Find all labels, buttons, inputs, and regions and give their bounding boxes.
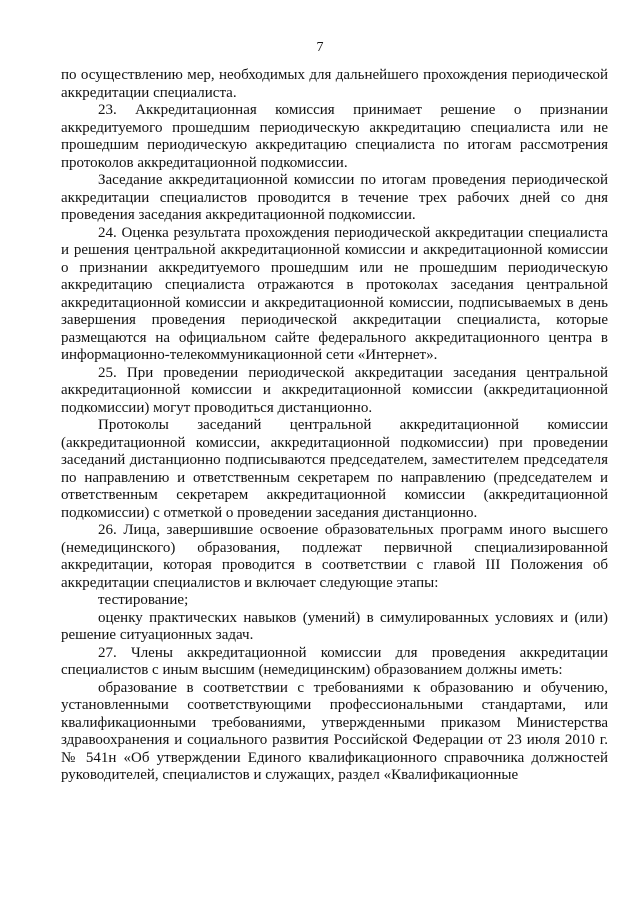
document-body [61, 67, 608, 785]
paragraph-item-27: 27. Члены аккредитационной комиссии для проведения аккредитации специалистов с иным высшим (немедицинским) образованием должны иметь: [61, 644, 608, 678]
paragraph-protocols: Протоколы заседаний центральной аккредитационной комиссии (аккредитационной комиссии, аккредитационной подкомиссии) при проведении заседаний дистанционно подписываются председателем, заместителем председателя по направлению и ответственным секретарем по направлению (председателем и ответственным секретарем аккредитационной комиссии (аккредитационной подкомиссии) с отметкой о проведении заседания дистанционно. [61, 417, 608, 521]
paragraph-item-25: 25. При проведении периодической аккредитации заседания центральной аккредитационной комиссии и аккредитационной комиссии (аккредитационной подкомиссии) могут проводиться дистанционно. [61, 364, 608, 416]
paragraph-continuation: по осуществлению мер, необходимых для дальнейшего прохождения периодической аккредитации специалиста. [61, 67, 608, 101]
paragraph-education-requirements: образование в соответствии с требованиями к образованию и обучению, установленными соответствующими профессиональными стандартами, или квалификационными требованиями, утвержденными приказом Министерства здравоохранения и социального развития Российской Федерации от 23 июля 2010 г. № 541н «Об утверждении Единого квалификационного справочника должностей руководителей, специалистов и служащих, раздел «Квалификационные [61, 679, 608, 783]
paragraph-item-26: 26. Лица, завершившие освоение образовательных программ иного высшего (немедицинского) образования, подлежат первичной специализированной аккредитации, которая проводится в соответствии с главой III Положения об аккредитации специалистов и включает следующие этапы: [61, 522, 608, 591]
page-number: 7 [316, 40, 324, 55]
list-item-testing: тестирование; [98, 592, 189, 608]
paragraph-commission-meeting: Заседание аккредитационной комиссии по итогам проведения периодической аккредитации специалистов проводится в течение трех рабочих дней со дня проведения заседания аккредитационной подкомиссии. [61, 172, 608, 223]
list-item-practical-skills: оценку практических навыков (умений) в симулированных условиях и (или) решение ситуационных задач. [61, 609, 608, 643]
paragraph-item-23: 23. Аккредитационная комиссия принимает решение о признании аккредитуемого прошедшим периодическую аккредитацию специалиста или не прошедшим периодическую аккредитацию специалиста по итогам рассмотрения протоколов аккредитационной подкомиссии. [61, 102, 608, 171]
paragraph-item-24: 24. Оценка результата прохождения периодической аккредитации специалиста и решения центральной аккредитационной комиссии и аккредитационной комиссии о признании аккредитуемого прошедшим или не прошедшим периодическую аккредитацию специалиста отражаются в протоколах заседания центральной аккредитационной комиссии и аккредитационной комиссии, подписываемых в день завершения проведения периодической аккредитации специалиста, которые размещаются на официальном сайте федерального аккредитационного центра в информационно-телекоммуникационной сети «Интернет». [61, 224, 608, 363]
